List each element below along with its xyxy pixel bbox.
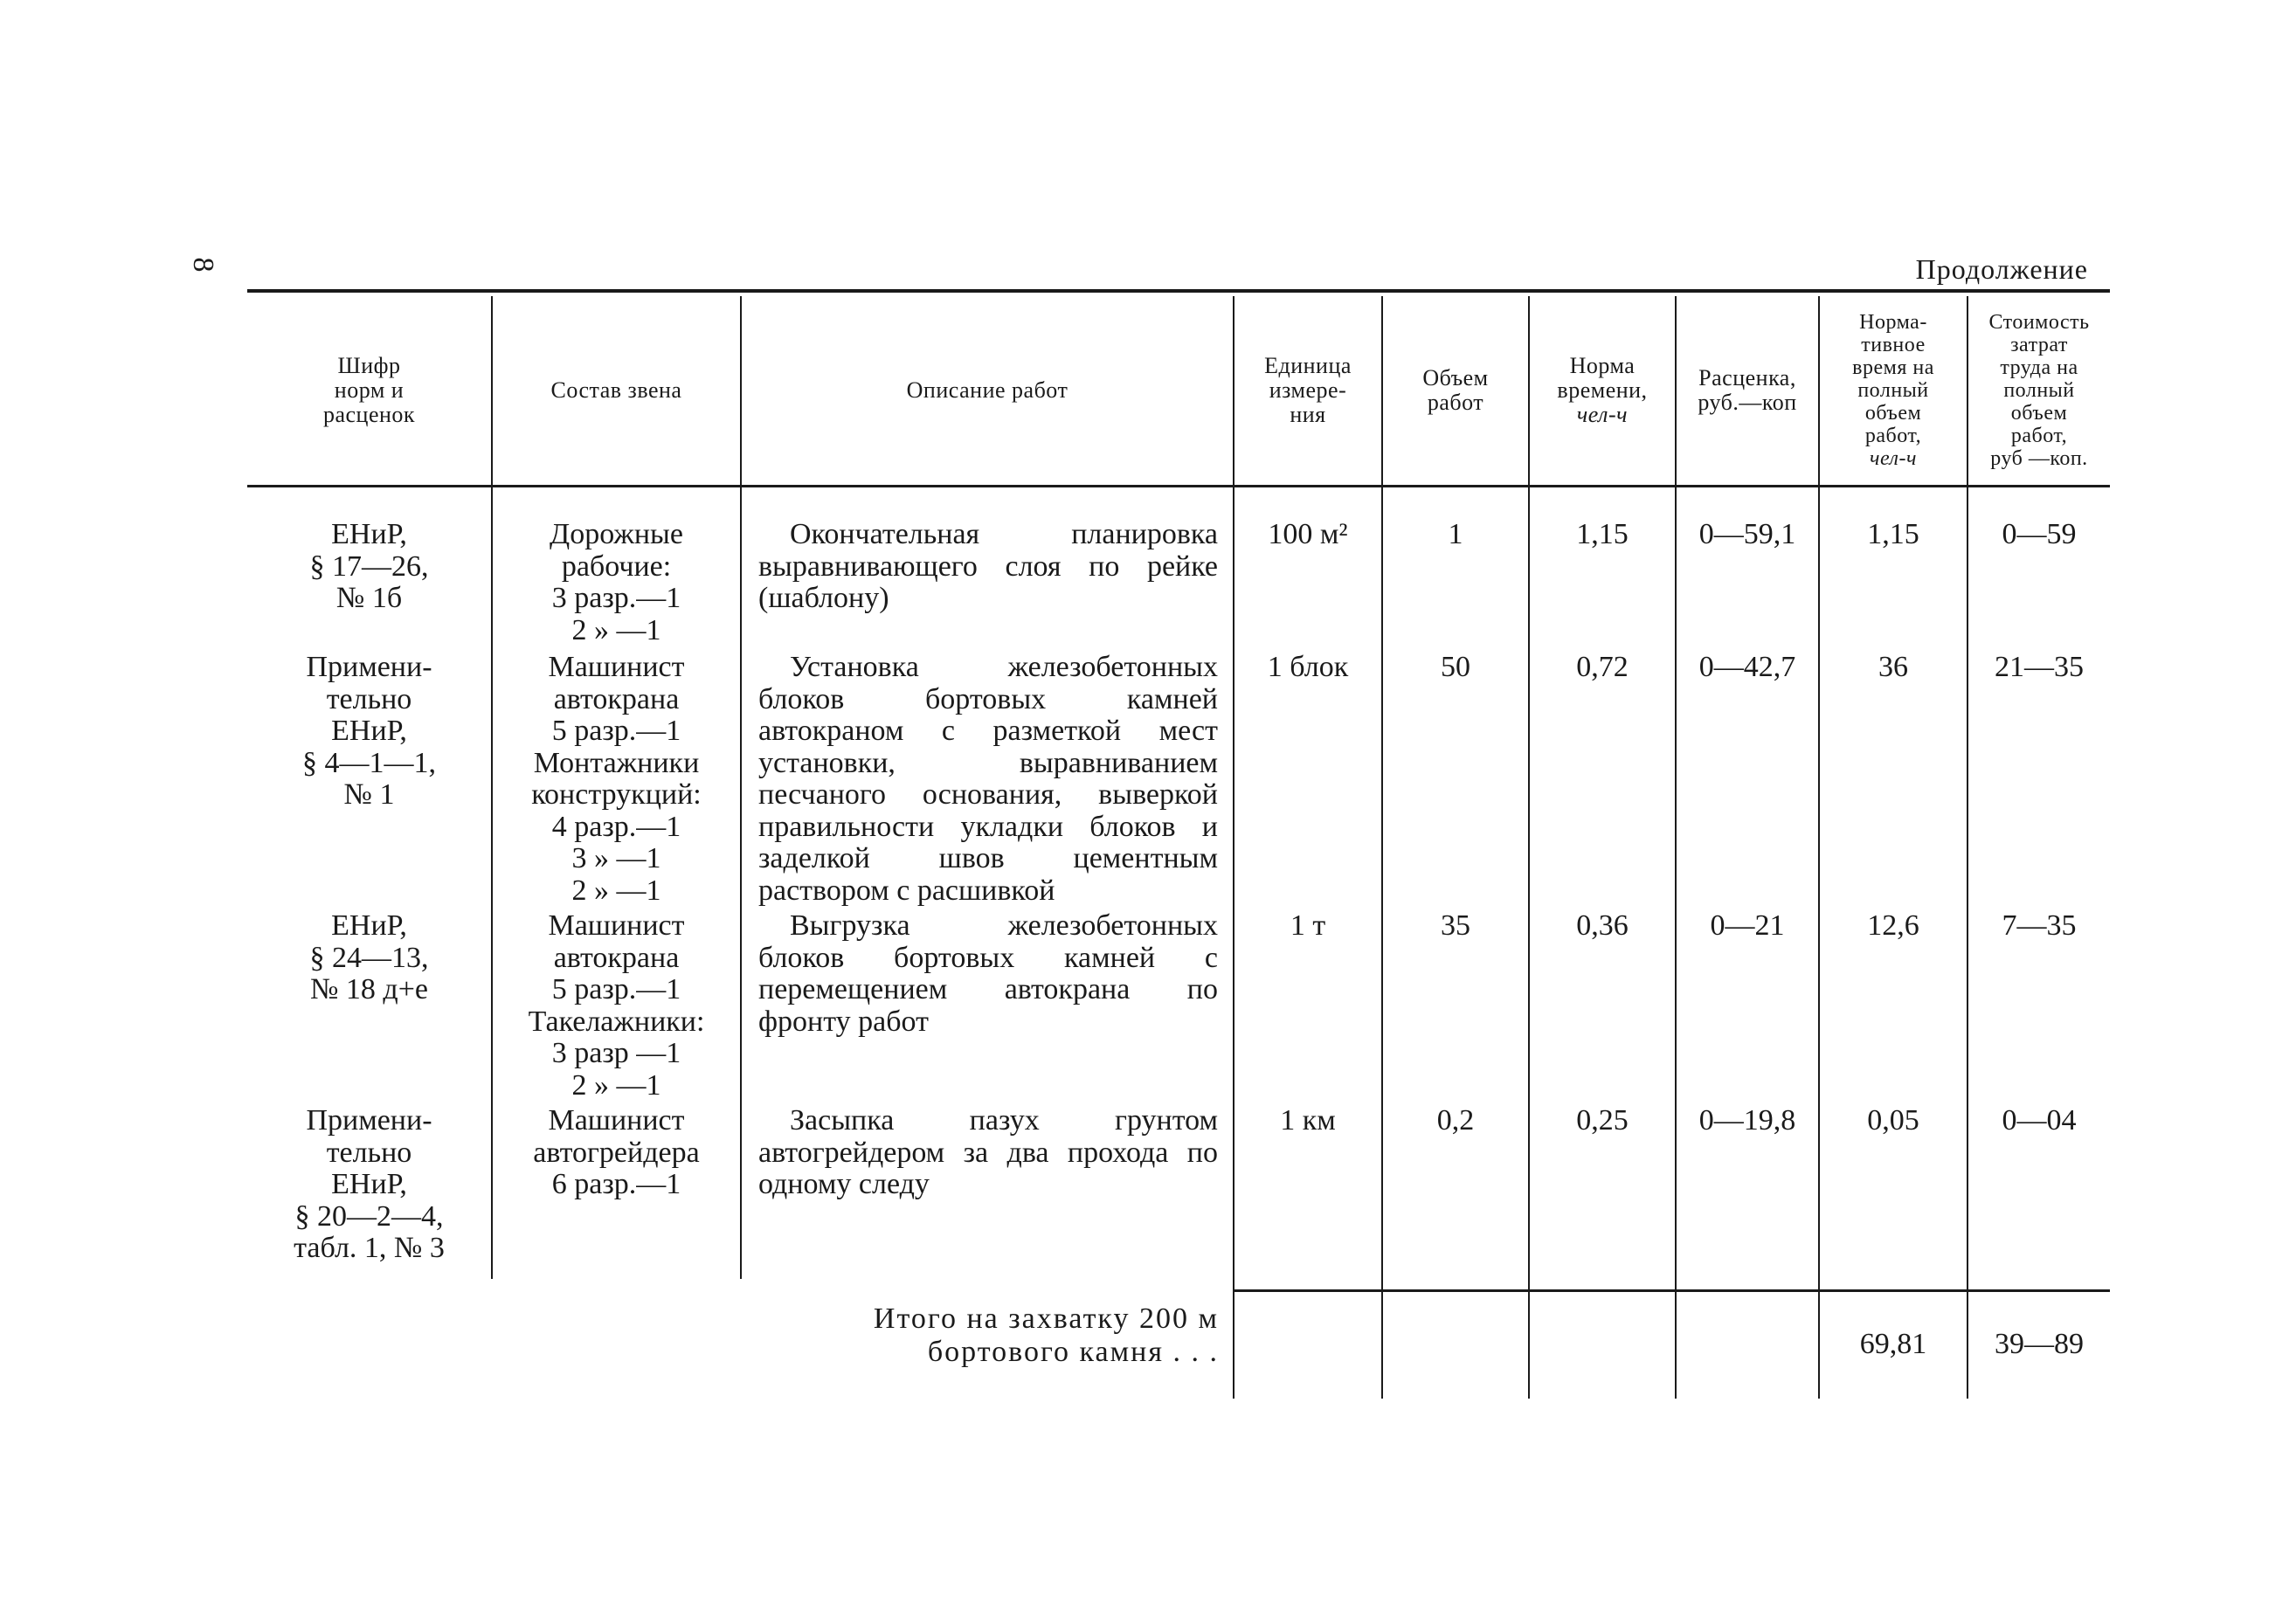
cell-time-norm: 0,25: [1576, 1104, 1629, 1137]
header-time-norm: [1530, 296, 1675, 485]
cell-code: ЕНиР, § 24—13, № 18 д+е: [309, 909, 429, 1005]
total-separator-rule: [1233, 1289, 2110, 1292]
cell-cost-total: 21—35: [1995, 651, 2084, 683]
header-unit: Единица измере- ния: [1264, 353, 1352, 427]
header-time-norm-label: Норма времени,: [1557, 353, 1648, 403]
cell-description: Выгрузка железобетонных блоков бортовых камней с перемещением автокрана по фронту работ: [758, 909, 1218, 1038]
header-rate: Расценка, руб.—коп: [1698, 365, 1797, 415]
cell-crew: Машинист автокрана 5 разр.—1 Такелажники: 3 разр —1 2 » —1: [528, 909, 705, 1102]
header-cost-total: Стоимость затрат труда на полный объем работ, руб —коп.: [1988, 311, 2090, 470]
cell-description: Установка железобетонных блоков бортовых камней автокраном с разметкой мест установки, выравниванием песчаного основания, выверкой правильности укладки блоков и заделкой швов цементным раствором с расшивкой: [758, 651, 1218, 907]
cell-volume: 1: [1448, 518, 1463, 550]
total-norm-total: 69,81: [1859, 1328, 1927, 1360]
cell-code: Примени- тельно ЕНиР, § 4—1—1, № 1: [302, 651, 436, 811]
total-label: Итого на захватку 200 м бортового камня . . .: [873, 1302, 1219, 1368]
header-crew: Состав звена: [550, 377, 682, 403]
cell-code: ЕНиР, § 17—26, № 1б: [309, 518, 429, 614]
continued-label: Продолжение: [1915, 253, 2088, 285]
header-norm-total: [1820, 296, 1967, 485]
total-cost-total: 39—89: [1995, 1328, 2084, 1360]
header-bottom-rule: [247, 485, 2110, 487]
cell-unit: 1 блок: [1267, 651, 1349, 683]
cell-norm-total: 1,15: [1867, 518, 1919, 550]
cell-cost-total: 0—59: [2002, 518, 2077, 550]
cell-volume: 0,2: [1436, 1104, 1475, 1137]
header-norm-total-label: Норма- тивное время на полный объем работ,: [1852, 311, 1934, 447]
page-number: 8: [187, 257, 219, 273]
cell-norm-total: 0,05: [1867, 1104, 1919, 1137]
cell-volume: 50: [1441, 651, 1470, 683]
cell-crew: Машинист автогрейдера 6 разр.—1: [533, 1104, 700, 1200]
cell-rate: 0—21: [1710, 909, 1785, 942]
cell-description: Окончательная планировка выравнивающего слоя по рейке (шаблону): [758, 518, 1218, 614]
header-description: Описание работ: [906, 377, 1068, 403]
cell-crew: Дорожные рабочие: 3 разр.—1 2 » —1: [550, 518, 683, 646]
cell-rate: 0—19,8: [1698, 1104, 1796, 1137]
cell-unit: 100 м²: [1268, 518, 1348, 550]
table-top-rule: [247, 289, 2110, 293]
header-norm-total-unit: чел-ч: [1870, 447, 1917, 470]
cell-cost-total: 7—35: [2002, 909, 2077, 942]
header-time-norm-unit: чел-ч: [1576, 402, 1629, 427]
cell-description: Засыпка пазух грунтом автогрейдером за два прохода по одному следу: [758, 1104, 1218, 1200]
cell-cost-total: 0—04: [2002, 1104, 2077, 1137]
cell-time-norm: 1,15: [1576, 518, 1629, 550]
cell-norm-total: 36: [1878, 651, 1908, 683]
header-volume: Объем работ: [1422, 365, 1489, 415]
cell-time-norm: 0,36: [1576, 909, 1629, 942]
cell-rate: 0—42,7: [1698, 651, 1796, 683]
cell-unit: 1 т: [1290, 909, 1326, 942]
cell-norm-total: 12,6: [1867, 909, 1919, 942]
norms-table: [247, 289, 2110, 1399]
cell-time-norm: 0,72: [1576, 651, 1629, 683]
header-code: Шифр норм и расценок: [322, 353, 416, 427]
cell-unit: 1 км: [1280, 1104, 1336, 1137]
cell-volume: 35: [1441, 909, 1470, 942]
cell-code: Примени- тельно ЕНиР, § 20—2—4, табл. 1, № 3: [294, 1104, 445, 1264]
cell-rate: 0—59,1: [1698, 518, 1796, 550]
cell-crew: Машинист автокрана 5 разр.—1 Монтажники конструкций: 4 разр.—1 3 » —1 2 » —1: [531, 651, 702, 907]
